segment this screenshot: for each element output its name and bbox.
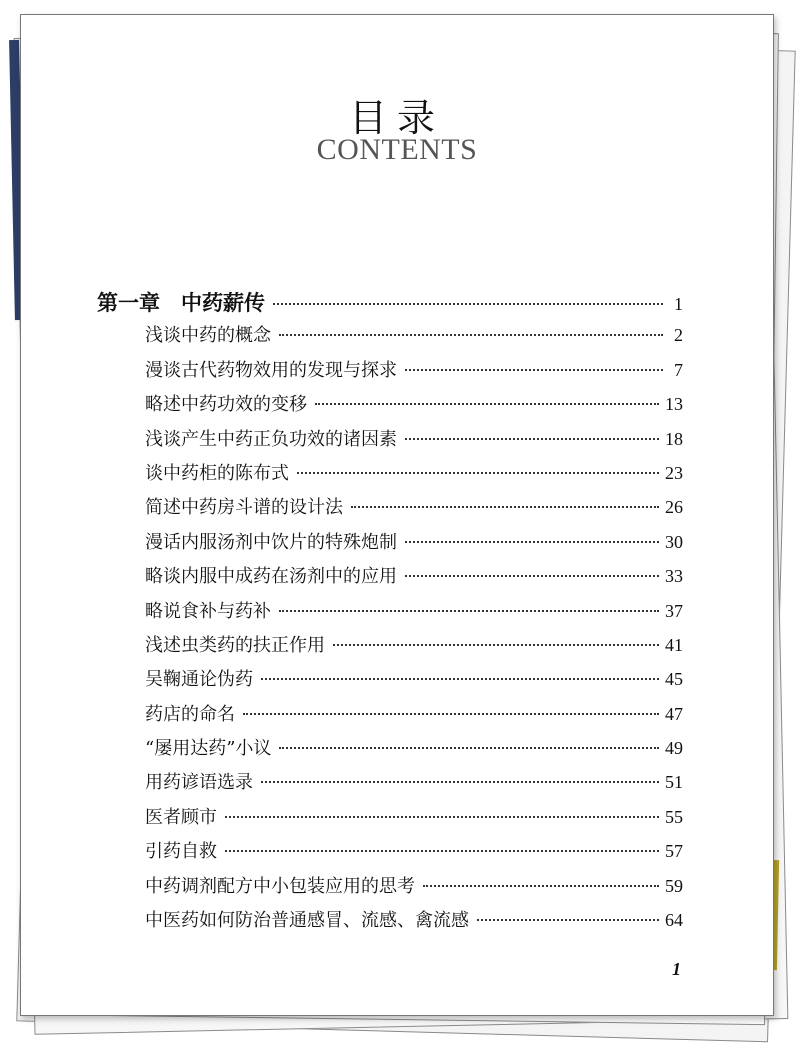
dot-leader [423, 885, 659, 887]
toc-entry-label: 药店的命名 [145, 703, 235, 725]
toc-page-number: 18 [665, 428, 683, 449]
toc-entry[interactable] [97, 493, 683, 527]
toc-entry[interactable] [97, 631, 683, 665]
toc-entry-label: 略述中药功效的变移 [145, 394, 307, 416]
toc-entry-label: 中药调剂配方中小包装应用的思考 [145, 875, 415, 897]
toc-page-number: 41 [665, 634, 683, 655]
toc-entry-label: 浅谈产生中药正负功效的诸因素 [145, 428, 397, 450]
page-subtitle: CONTENTS [316, 133, 478, 166]
toc-page-number: 57 [665, 841, 683, 862]
toc-entry[interactable] [97, 528, 683, 562]
toc-entry-label: 简述中药房斗谱的设计法 [145, 497, 343, 519]
toc-page-number: 55 [665, 806, 683, 827]
toc-page-number: 45 [665, 669, 683, 690]
toc-entry[interactable] [97, 459, 683, 493]
toc-entry[interactable] [97, 665, 683, 699]
toc-entry-label: 漫谈古代药物效用的发现与探求 [145, 359, 397, 381]
toc-page-number: 59 [665, 875, 683, 896]
toc-entry[interactable] [97, 872, 683, 906]
dot-leader [477, 919, 659, 921]
toc-entry[interactable] [97, 562, 683, 596]
dot-leader [261, 678, 659, 680]
toc-page-number: 2 [674, 325, 683, 346]
toc-entry[interactable] [97, 597, 683, 631]
toc-entry-label: 医者顾市 [145, 806, 217, 828]
toc-entry-label: 浅谈中药的概念 [145, 325, 271, 347]
dot-leader [261, 781, 659, 783]
toc-page-number: 64 [665, 910, 683, 931]
toc-entry[interactable] [97, 768, 683, 802]
dot-leader [405, 575, 659, 577]
dot-leader [279, 610, 659, 612]
dot-leader [333, 644, 659, 646]
toc-page-number: 23 [665, 462, 683, 483]
toc-entry[interactable] [97, 906, 683, 940]
toc-page-number: 47 [665, 703, 683, 724]
dot-leader [297, 472, 659, 474]
toc-entry[interactable] [97, 321, 683, 355]
toc-page-number: 13 [665, 394, 683, 415]
toc-page-number: 1 [674, 294, 683, 314]
toc-page-number: 37 [665, 600, 683, 621]
toc-chapter-label: 第一章 中药薪传 [97, 290, 265, 315]
toc-chapter-entry[interactable] [97, 287, 683, 321]
dot-leader [405, 438, 659, 440]
dot-leader [273, 303, 663, 305]
dot-leader [243, 713, 659, 715]
dot-leader [225, 816, 659, 818]
dot-leader [405, 369, 663, 371]
toc-entry-label: 吴鞠通论伪药 [145, 669, 253, 691]
toc-page-number: 33 [665, 566, 683, 587]
table-of-contents [97, 287, 683, 940]
toc-page-number: 7 [674, 359, 683, 380]
toc-entry[interactable] [97, 700, 683, 734]
toc-entry-label: 略说食补与药补 [145, 600, 271, 622]
dot-leader [279, 747, 659, 749]
toc-page-number: 51 [665, 772, 683, 793]
toc-entry-label: 引药自救 [145, 841, 217, 863]
toc-entry[interactable] [97, 734, 683, 768]
toc-entry[interactable] [97, 356, 683, 390]
toc-page-number: 30 [665, 531, 683, 552]
toc-entry[interactable] [97, 837, 683, 871]
toc-page-number: 49 [665, 738, 683, 759]
dot-leader [405, 541, 659, 543]
dot-leader [279, 334, 663, 336]
toc-entry-label: 漫话内服汤剂中饮片的特殊炮制 [145, 531, 397, 553]
document-page [20, 14, 774, 1016]
toc-entry-label: 用药谚语选录 [145, 772, 253, 794]
toc-item-list [97, 321, 683, 940]
toc-entry[interactable] [97, 425, 683, 459]
dot-leader [315, 403, 659, 405]
page-number: 1 [672, 959, 681, 979]
dot-leader [351, 506, 659, 508]
page-title: 目录 [348, 96, 445, 140]
toc-entry-label: 谈中药柜的陈布式 [145, 462, 289, 484]
toc-entry[interactable] [97, 803, 683, 837]
toc-entry[interactable] [97, 390, 683, 424]
toc-entry-label: 浅述虫类药的扶正作用 [145, 634, 325, 656]
toc-entry-label: “屡用达药”小议 [145, 738, 272, 760]
dot-leader [225, 850, 659, 852]
toc-page-number: 26 [665, 497, 683, 518]
toc-entry-label: 中医药如何防治普通感冒、流感、禽流感 [145, 910, 469, 932]
toc-entry-label: 略谈内服中成药在汤剂中的应用 [145, 566, 397, 588]
